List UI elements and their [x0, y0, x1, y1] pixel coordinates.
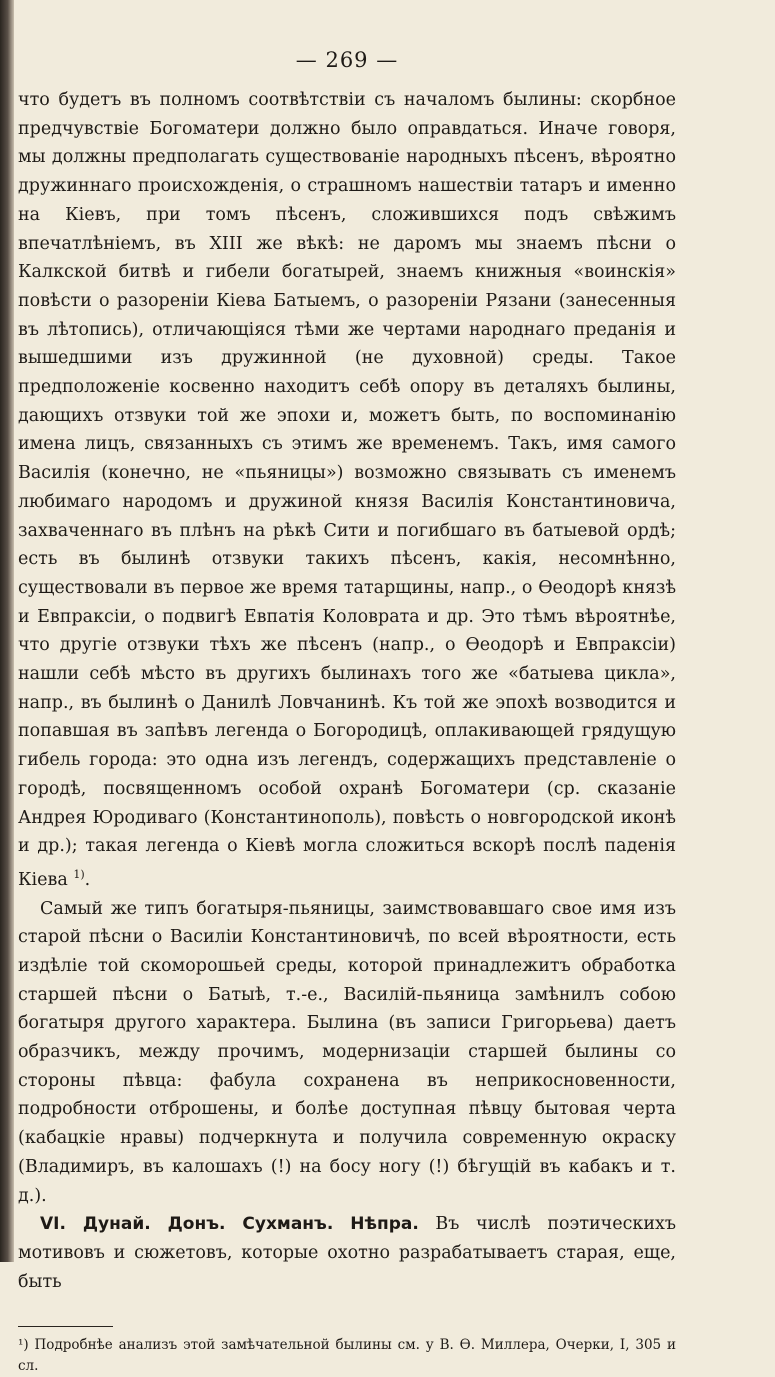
- footnote-marker: 1): [73, 867, 85, 881]
- book-spine-shadow: [0, 0, 14, 1262]
- footnote: ¹) Подробнѣе анализъ этой замѣчательной былины см. у В. Ѳ. Миллера, Очерки, I, 305 и сл.: [18, 1337, 676, 1375]
- section-paragraph: [18, 1210, 676, 1296]
- paragraph: что будетъ въ полномъ соотвѣтствіи съ началомъ былины: скорбное предчувствіе Богоматери должно было оправдаться. Иначе говоря, мы должны предполагать существованіе народныхъ пѣсенъ, вѣроятно дружиннаго происхожденія, о страшномъ нашествіи татаръ и именно на Кіевъ, при томъ пѣсенъ, сложившихся подъ свѣжимъ впечатлѣніемъ, въ XIII же вѣкѣ: не даромъ мы знаемъ пѣсни о Калкской битвѣ и гибели богатырей, знаемъ книжныя «воинскія» повѣсти о разореніи Кіева Батыемъ, о разореніи Рязани (занесенныя въ лѣтопись), отличающіяся тѣми же чертами народнаго преданія и вышедшими изъ дружинной (не духовной) среды. Такое предположеніе косвенно находитъ себѣ опору въ деталяхъ былины, дающихъ отзвуки той же эпохи и, можетъ быть, по воспоминанію имена лицъ, связанныхъ съ этимъ же временемъ. Такъ, имя самого Василія (конечно, не «пьяницы») возможно связывать съ именемъ любимаго народомъ и дружиной князя Василія Константиновича, захваченнаго въ плѣнъ на рѣкѣ Сити и погибшаго въ батыевой ордѣ; есть въ былинѣ отзвуки такихъ пѣсенъ, какія, несомнѣнно, существовали въ первое же время татарщины, напр., о Ѳеодорѣ князѣ и Евпраксіи, о подвигѣ Евпатія Коловрата и др. Это тѣмъ вѣроятнѣе, что другіе отзвуки тѣхъ же пѣсенъ (напр., о Ѳеодорѣ и Евпраксіи) нашли себѣ мѣсто въ другихъ былинахъ того же «батыева цикла», напр., въ былинѣ о Данилѣ Ловчанинѣ. Къ той же эпохѣ возводится и попавшая въ запѣвъ легенда о Богородицѣ, оплакивающей грядущую гибель города: это одна изъ легендъ, содержащихъ представленіе о городѣ, посвященномъ особой охранѣ Богоматери (ср. сказаніе Андрея Юродиваго (Константинополь), повѣсть о новгородской иконѣ и др.); такая легенда о Кіевѣ могла сложиться вскорѣ послѣ паденія Кіева $^{1)}$.: [18, 90, 676, 890]
- book-page: [18, 48, 676, 1377]
- paragraph-text: что будетъ въ полномъ соотвѣтствіи съ началомъ былины: скорбное предчувствіе Богоматери должно было оправдаться. Иначе говоря, мы должны предполагать существованіе народныхъ пѣсенъ, вѣроятно дружиннаго происхожденія, о страшномъ нашествіи татаръ и именно на Кіевъ, при томъ пѣсенъ, сложившихся подъ свѣжимъ впечатлѣніемъ, въ XIII же вѣкѣ: не даромъ мы знаемъ пѣсни о Калкской битвѣ и гибели богатырей, знаемъ книжныя «воинскія» повѣсти о разореніи Кіева Батыемъ, о разореніи Рязани (занесенныя въ лѣтопись), отличающіяся тѣми же чертами народнаго преданія и вышедшими изъ дружинной (не духовной) среды. Такое предположеніе косвенно находитъ себѣ опору въ деталяхъ былины, дающихъ отзвуки той же эпохи и, можетъ быть, по воспоминанію имена лицъ, связанныхъ съ этимъ же временемъ. Такъ, имя самого Василія (конечно, не «пьяницы») возможно связывать съ именемъ любимаго народомъ и дружиной князя Василія Константиновича, захваченнаго въ плѣнъ на рѣкѣ Сити и погибшаго въ батыевой ордѣ; есть въ былинѣ отзвуки такихъ пѣсенъ, какія, несомнѣнно, существовали въ первое же время татарщины, напр., о Ѳеодорѣ князѣ и Евпраксіи, о подвигѣ Евпатія Коловрата и др. Это тѣмъ вѣроятнѣе, что другіе отзвуки тѣхъ же пѣсенъ (напр., о Ѳеодорѣ и Евпраксіи) нашли себѣ мѣсто въ другихъ былинахъ того же «батыева цикла», напр., въ былинѣ о Данилѣ Ловчанинѣ. Къ той же эпохѣ возводится и попавшая въ запѣвъ легенда о Богородицѣ, оплакивающей грядущую гибель города: это одна изъ легендъ, содержащихъ представленіе о городѣ, посвященномъ особой охранѣ Богоматери (ср. сказаніе Андрея Юродиваго (Константинополь), повѣсть о новгородской иконѣ и др.); такая легенда о Кіевѣ могла сложиться вскорѣ послѣ паденія Кіева: [18, 90, 676, 890]
- section-text: Въ числѣ поэтическихъ мотивовъ и сюжетовъ, которые охотно разрабатываетъ старая, еще, быть: [18, 1214, 676, 1292]
- page-number: — 269 —: [295, 48, 399, 72]
- footnote-divider: [18, 1326, 113, 1327]
- body-text: [18, 86, 676, 1296]
- paragraph: Самый же типъ богатыря-пьяницы, заимствовавшаго свое имя изъ старой пѣсни о Василіи Константиновичѣ, по всей вѣроятности, есть издѣліе той скоморошьей среды, которой принадлежитъ обработка старшей пѣсни о Батыѣ, т.-е., Василій-пьяница замѣнилъ собою богатыря другого характера. Былина (въ записи Григорьева) даетъ образчикъ, между прочимъ, модернизаціи старшей былины со стороны пѣвца: фабула сохранена въ неприкосновенности, подробности отброшены, и болѣе доступная пѣвцу бытовая черта (кабацкіе нравы) подчеркнута и получила современную окраску (Владимиръ, въ калошахъ (!) на босу ногу (!) бѣгущій въ кабакъ и т. д.).: [18, 898, 676, 1206]
- section-heading: VI. Дунай. Донъ. Сухманъ. Нѣпра.: [40, 1214, 419, 1235]
